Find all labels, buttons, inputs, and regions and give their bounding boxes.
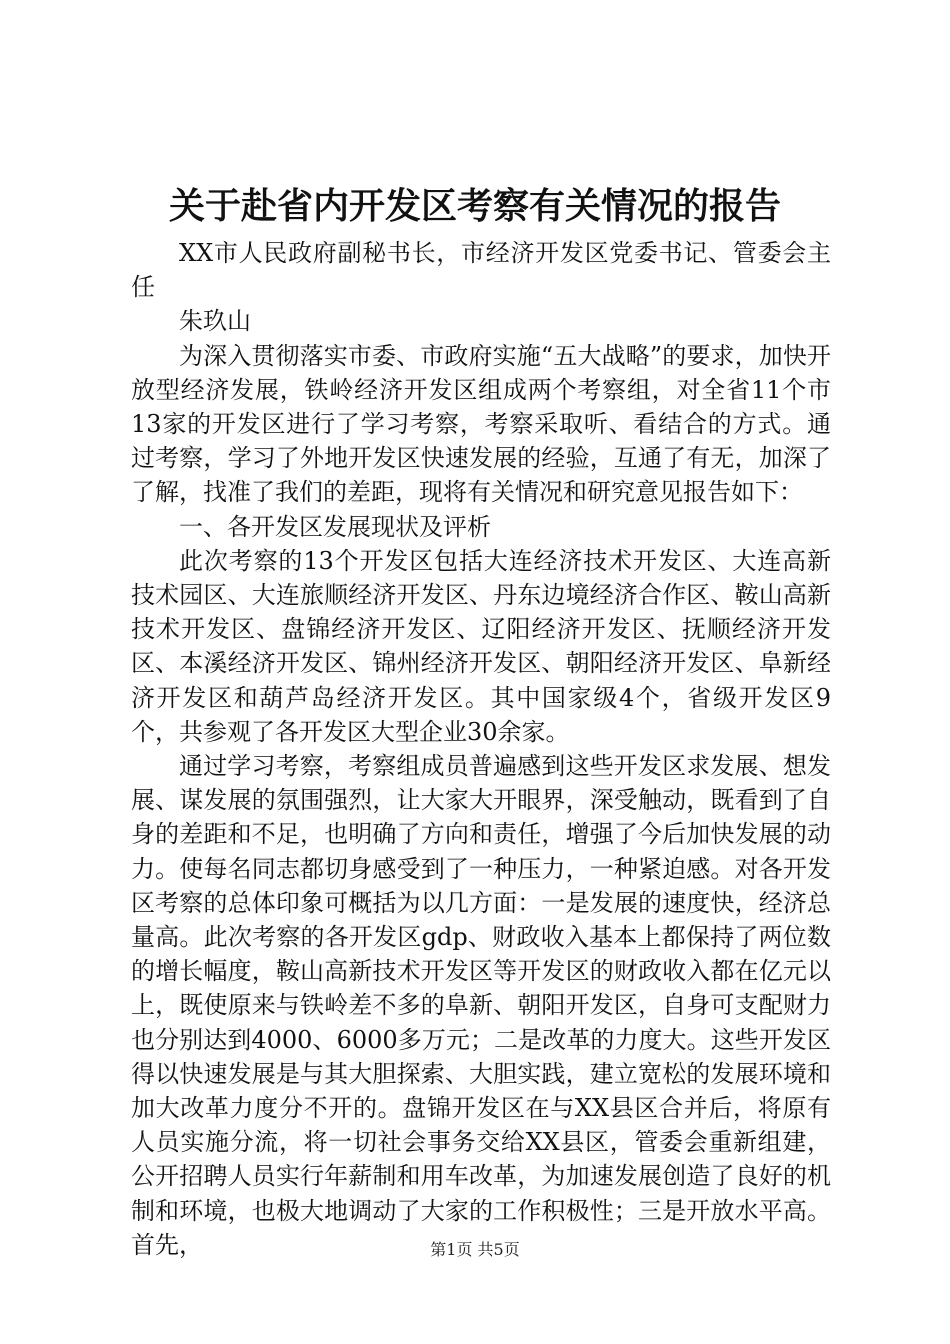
intro-paragraph: 为深入贯彻落实市委、市政府实施“五大战略”的要求，加快开放型经济发展，铁岭经济开发区组成两个考察组，对全省11个市13家的开发区进行了学习考察，考察采取听、看结合的方式。通过考察，学习了外地开发区快速发展的经验，互通了有无，加深了了解，找准了我们的差距，现将有关情况和研究意见报告如下： [131,341,831,507]
page-footer: 第1页 共5页 [430,1240,520,1259]
document-title: 关于赴省内开发区考察有关情况的报告 [168,185,781,227]
body-paragraph: 此次考察的13个开发区包括大连经济技术开发区、大连高新技术园区、大连旅顺经济开发区、丹东边境经济合作区、鞍山高新技术开发区、盘锦经济开发区、辽阳经济开发区、抚顺经济开发区、本溪经济开发区、锦州经济开发区、朝阳经济开发区、阜新经济开发区和葫芦岛经济开发区。其中国家级4个，省级开发区9个，共参观了各开发区大型企业30余家。 [131,546,831,746]
body-paragraph: 通过学习考察，考察组成员普遍感到这些开发区求发展、想发展、谋发展的氛围强烈，让大家大开眼界，深受触动，既看到了自身的差距和不足，也明确了方向和责任，增强了今后加快发展的动力。使每名同志都切身感受到了一种压力，一种紧迫感。对各开发区考察的总体印象可概括为以几方面：一是发展的速度快，经济总量高。此次考察的各开发区gdp、财政收入基本上都保持了两位数的增长幅度，鞍山高新技术开发区等开发区的财政收入都在亿元以上，既使原来与铁岭差不多的阜新、朝阳开发区，自身可支配财力也分别达到4000、6000多万元；二是改革的力度大。这些开发区得以快速发展是与其大胆探索、大胆实践，建立宽松的发展环境和加大改革力度分不开的。盘锦开发区在与XX县区合并后，将原有人员实施分流，将一切社会事务交给XX县区，管委会重新组建，公开招聘人员实行年薪制和用车改革，为加速发展创造了良好的机制和环境，也极大地调动了大家的工作积极性；三是开放水平高。首先， [131,752,831,1259]
author-name-paragraph: 朱玖山 [179,307,251,336]
author-position-paragraph: XX市人民政府副秘书长，市经济开发区党委书记、管委会主任 [131,239,831,302]
document-body [131,236,831,1262]
section-heading: 一、各开发区发展现状及评析 [179,512,491,541]
